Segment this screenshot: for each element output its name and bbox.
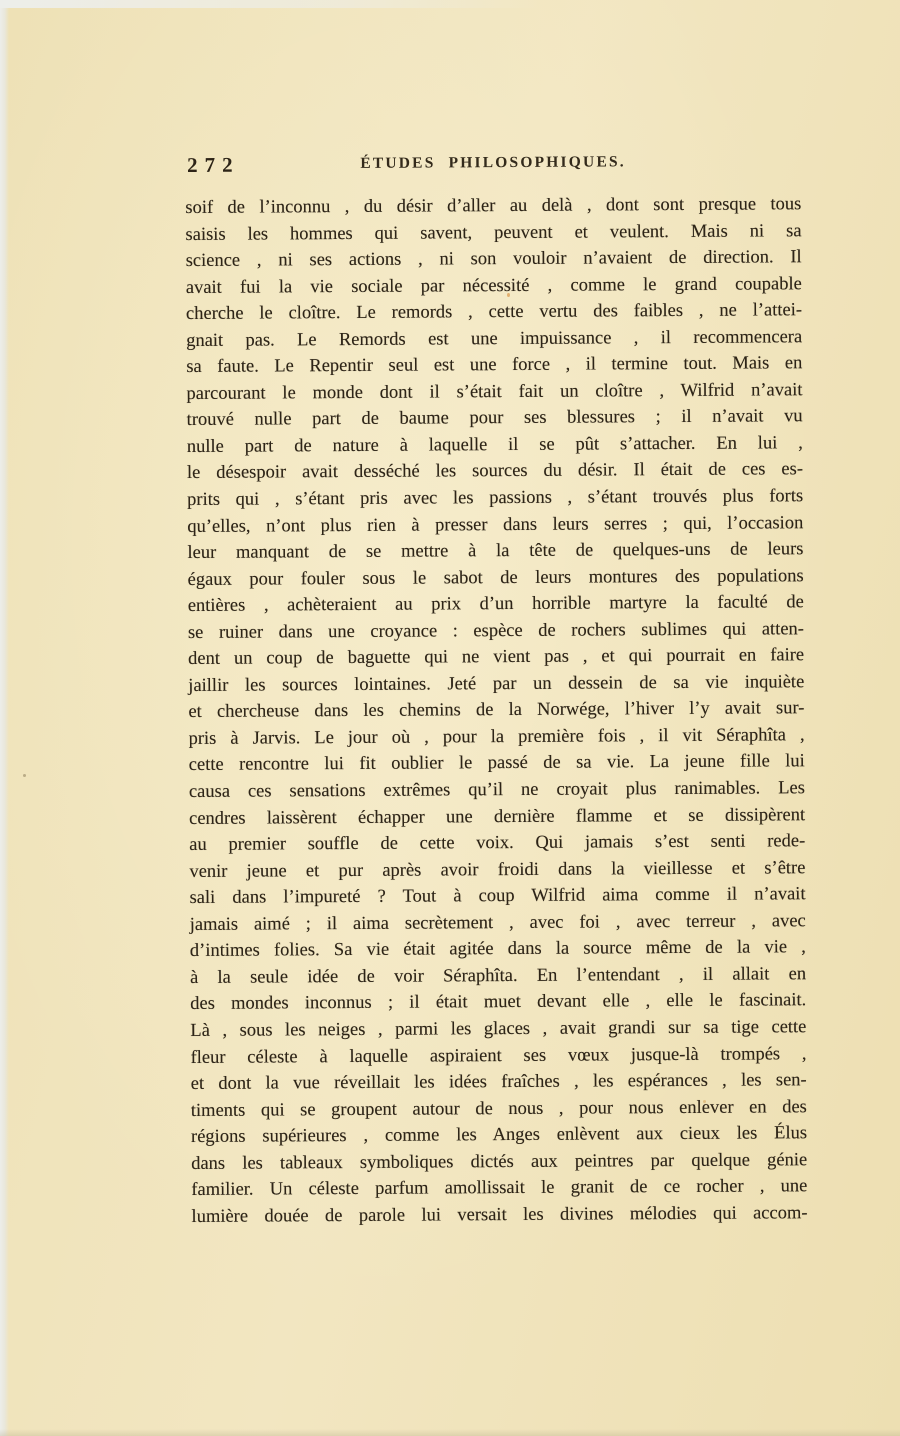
text-line: prits qui , s’étant pris avec les passions , s’étant trouvés plus forts bbox=[187, 486, 804, 511]
text-line: trouvé nulle part de baume pour ses blessures ; il n’avait vu bbox=[186, 406, 803, 431]
paper-speckle bbox=[23, 774, 26, 777]
text-line: entières , achèteraient au prix d’un horrible martyre la faculté de bbox=[187, 592, 804, 617]
text-line: égaux pour fouler sous le sabot de leurs montures des populations bbox=[187, 565, 804, 590]
text-line: le désespoir avait desséché les sources du désir. Il était de ces es- bbox=[186, 459, 804, 484]
text-line: Là , sous les neiges , parmi les glaces , avait grandi sur sa tige cette bbox=[190, 1017, 807, 1041]
text-line: cendres laissèrent échapper une dernière flamme et se dissipèrent bbox=[189, 804, 806, 829]
running-head bbox=[185, 146, 801, 188]
text-line: se ruiner dans une croyance : espèce de rochers sublimes qui atten- bbox=[187, 618, 804, 643]
text-line: régions supérieures , comme les Anges enlèvent aux cieux les Élus bbox=[190, 1123, 808, 1148]
text-line: sali dans l’impureté ? Tout à coup Wilfrid aima comme il n’avait bbox=[189, 884, 806, 909]
text-line: familier. Un céleste parfum amollissait le granit de ce rocher , une bbox=[191, 1176, 808, 1201]
page-edge-left bbox=[0, 0, 9, 1436]
text-line: jamais aimé ; il aima secrètement , avec foi , avec terreur , avec bbox=[189, 910, 806, 935]
text-line: cette rencontre lui fit oublier le passé de sa vie. La jeune fille lui bbox=[188, 751, 805, 776]
text-line: lumière douée de parole lui versait les divines mélodies qui accom- bbox=[191, 1202, 808, 1227]
text-block bbox=[185, 146, 808, 1230]
text-line: avait fui la vie sociale par nécessité , comme le grand coupable bbox=[185, 273, 802, 298]
text-line: dent un coup de baguette qui ne vient pas , et qui pourrait en faire bbox=[188, 645, 805, 670]
text-line: gnait pas. Le Remords est une impuissance , il recommencera bbox=[186, 326, 803, 351]
text-line: et dont la vue réveillait les idées fraîches , les espérances , les sen- bbox=[190, 1070, 807, 1095]
text-line: science , ni ses actions , ni son vouloir n’avaient de direction. Il bbox=[185, 247, 802, 272]
text-line: causa ces sensations extrêmes qu’il ne croyait plus ranimables. Les bbox=[188, 778, 805, 803]
text-line: timents qui se groupent autour de nous , pour nous enlever en des bbox=[190, 1096, 807, 1121]
text-line: dans les tableaux symboliques dictés aux peintres par quelque génie bbox=[191, 1149, 808, 1174]
page-edge-bottom bbox=[0, 1429, 900, 1436]
text-line: des mondes inconnus ; il était muet devant elle , elle le fascinait. bbox=[190, 990, 807, 1015]
running-title: ÉTUDES PHILOSOPHIQUES. bbox=[360, 153, 626, 172]
text-line: soif de l’inconnu , du désir d’aller au delà , dont sont presque tous bbox=[185, 194, 802, 218]
text-line: venir jeune et pur après avoir froidi dans la vieillesse et s’être bbox=[189, 857, 806, 882]
text-line: et chercheuse dans les chemins de la Norwége, l’hiver l’y avait sur- bbox=[188, 698, 805, 723]
page-number: 272 bbox=[187, 152, 240, 177]
page-edge-top bbox=[0, 0, 540, 8]
text-line: qu’elles, n’ont plus rien à presser dans leurs serres ; qui, l’occasion bbox=[187, 512, 804, 537]
text-line: au premier souffle de cette voix. Qui jamais s’est senti rede- bbox=[189, 831, 806, 856]
text-line: parcourant le monde dont il s’était fait un cloître , Wilfrid n’avait bbox=[186, 380, 803, 404]
body-text bbox=[185, 191, 807, 1230]
text-line: pris à Jarvis. Le jour où , pour la première fois , il vit Séraphîta , bbox=[188, 725, 805, 749]
text-line: leur manquant de se mettre à la tête de quelques-uns de leurs bbox=[187, 539, 804, 564]
text-line: d’intimes folies. Sa vie était agitée dans la source même de la vie , bbox=[189, 937, 806, 962]
text-line: à la seule idée de voir Séraphîta. En l’entendant , il allait en bbox=[189, 964, 807, 988]
text-line: saisis les hommes qui savent, peuvent et veulent. Mais ni sa bbox=[185, 220, 802, 245]
text-line: cherche le cloître. Le remords , cette vertu des faibles , ne l’attei- bbox=[185, 300, 803, 325]
text-line: jaillir les sources lointaines. Jeté par un dessein de sa vie inquiète bbox=[188, 672, 805, 696]
text-line: nulle part de nature à laquelle il se pût s’attacher. En lui , bbox=[186, 433, 803, 457]
text-line: sa faute. Le Repentir seul est une force , il termine tout. Mais en bbox=[186, 353, 803, 378]
text-line: fleur céleste à laquelle aspiraient ses vœux jusque-là trompés , bbox=[190, 1043, 807, 1068]
